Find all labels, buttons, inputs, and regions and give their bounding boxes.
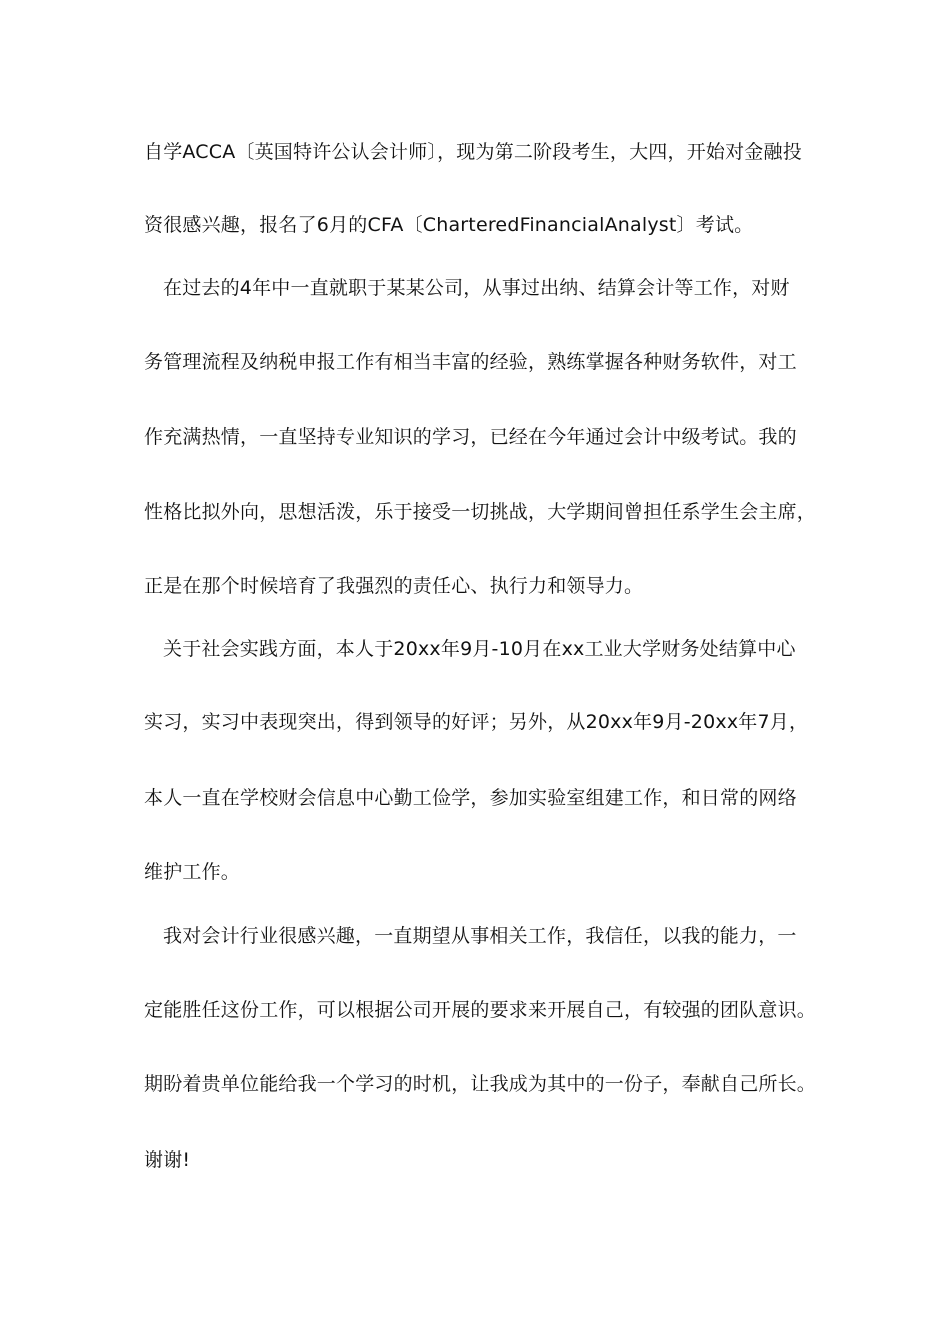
- closing-line: 谢谢!: [144, 1149, 191, 1171]
- text-line: 务管理流程及纳税申报工作有相当丰富的经验，熟练掌握各种财务软件，对工: [144, 351, 797, 373]
- paragraph-start-line: 关于社会实践方面，本人于20xx年9月-10月在xx工业大学财务处结算中心: [163, 638, 796, 660]
- text-line: 实习，实习中表现突出，得到领导的好评；另外，从20xx年9月-20xx年7月，: [144, 711, 809, 733]
- text-line: 自学ACCA〔英国特许公认会计师〕，现为第二阶段考生，大四，开始对金融投: [144, 141, 802, 163]
- text-line: 正是在那个时候培育了我强烈的责任心、执行力和领导力。: [144, 575, 644, 597]
- text-line: 定能胜任这份工作，可以根据公司开展的要求来开展自己，有较强的团队意识。: [144, 999, 817, 1021]
- text-line: 资很感兴趣，报名了6月的CFA〔CharteredFinancialAnalyst〕考试。: [144, 214, 754, 236]
- text-line: 性格比拟外向，思想活泼，乐于接受一切挑战，大学期间曾担任系学生会主席，: [144, 501, 817, 523]
- text-line: 本人一直在学校财会信息中心勤工俭学，参加实验室组建工作，和日常的网络: [144, 787, 797, 809]
- paragraph-start-line: 在过去的4年中一直就职于某某公司，从事过出纳、结算会计等工作，对财: [163, 277, 790, 299]
- text-line: 期盼着贵单位能给我一个学习的时机，让我成为其中的一份子，奉献自己所长。: [144, 1073, 817, 1095]
- text-line: 维护工作。: [144, 861, 241, 883]
- paragraph-start-line: 我对会计行业很感兴趣，一直期望从事相关工作，我信任，以我的能力，一: [163, 925, 797, 947]
- text-line: 作充满热情，一直坚持专业知识的学习，已经在今年通过会计中级考试。我的: [144, 426, 797, 448]
